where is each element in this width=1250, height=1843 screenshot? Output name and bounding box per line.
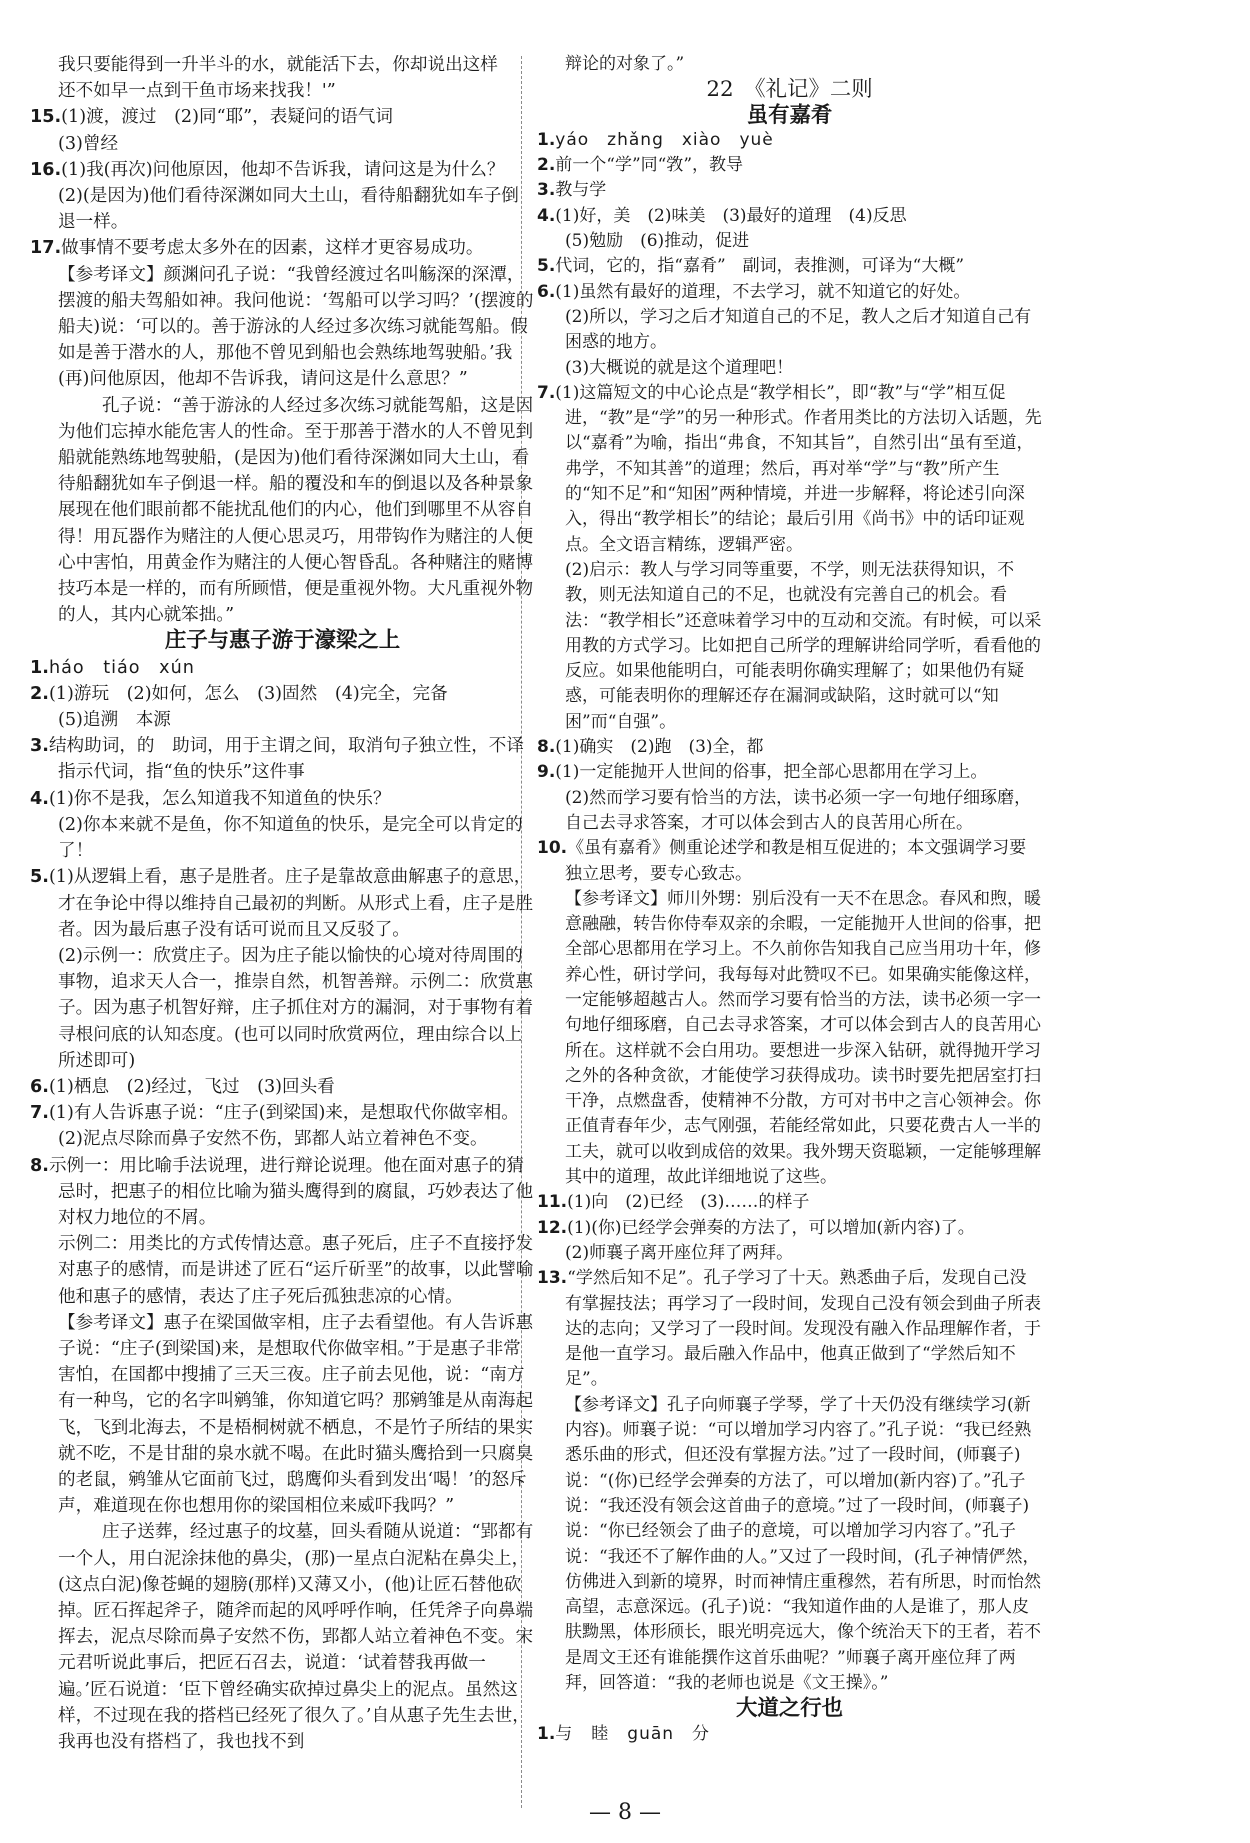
answer-text: háo tiáo xún	[48, 657, 195, 678]
answer-4-b: (5)勉励 (6)推动，促进	[565, 231, 750, 252]
answer-17	[30, 235, 535, 261]
answer-5	[537, 254, 1042, 279]
answer-text: (1)这篇短文的中心论点是“教学相长”，即“教”与“学”相互促进，“教”是“学”的另一种形式。作者用类比的方法切入话题，先以“嘉肴”为喻，指出“弗食，不知其旨”，自然引出“虽有至道，弗学，不知其善”的道理；然后，再对举“学”与“教”所产生的“知不足”和“知困”两种情境，并进一步解释，将论述引向深入，得出“教学相长”的结论；最后引用《尚书》中的话印证观点。全文语言精练，逻辑严密。	[555, 382, 1042, 555]
answer-2-b: (5)追溯 本源	[58, 710, 171, 731]
answer-number: 4.	[537, 205, 556, 226]
answer-8	[537, 735, 1042, 760]
answer-number: 3.	[30, 736, 49, 757]
answer-12	[537, 1216, 1042, 1241]
translation-paragraph: 孔子说：“善于游泳的人经过多次练习就能驾船，这是因为他们忘掉水能危害人的性命。至于那善于潜水的人不曾见到船就能熟练地驾驶船，(是因为)他们看待深渊如同大土山，看待船翻犹如车子倒退一样。船的覆没和车的倒退以及各种景象展现在他们眼前都不能扰乱他们的内心，他们到哪里不从容自得！用瓦器作为赌注的人便心思灵巧，用带钩作为赌注的人便心中害怕，用黄金作为赌注的人便心智昏乱。各种赌注的赌博技巧本是一样的，而有所顾惜，便是重视外物。大凡重视外物的人，其内心就笨拙。”	[58, 395, 534, 626]
translation: 【参考译文】惠子在梁国做宰相，庄子去看望他。有人告诉惠子说：“庄子(到梁国)来，是想取代你做宰相。”于是惠子非常害怕，在国都中搜捕了三天三夜。庄子前去见他，说：“南方有一种鸟，它的名字叫鹓雏，你知道它吗？那鹓雏是从南海起飞，飞到北海去，不是梧桐树就不栖息，不是竹子所结的果实就不吃，不是甘甜的泉水就不喝。在此时猫头鹰拾到一只腐臭的老鼠，鹓雏从它面前飞过，鸱鹰仰头看到发出‘喝！’的怒斥声，难道现在你也想用你的梁国相位来威吓我吗？”	[58, 1312, 534, 1517]
answer-number: 16.	[30, 159, 62, 180]
answer-text: (1)一定能抛开人世间的俗事，把全部心思都用在学习上。	[555, 762, 988, 783]
answer-number: 12.	[537, 1217, 568, 1238]
answer-number: 7.	[30, 1103, 49, 1124]
answer-1	[30, 655, 535, 681]
answer-number: 15.	[30, 107, 62, 128]
answer-text: (1)栖息 (2)经过，飞过 (3)回头看	[48, 1076, 335, 1097]
answer-6-c: (3)大概说的就是这个道理吧！	[565, 357, 794, 378]
answer-number: 3.	[537, 180, 556, 201]
translation: 【参考译文】师川外甥：别后没有一天不在思念。春风和煦，暖意融融，转告你侍奉双亲的余暇，一定能抛开人世间的俗事，把全部心思都用在学习上。不久前你告知我自己应当用功十年，修养心性，研讨学问，我每每对此赞叹不已。如果确实能像这样，一定能够超越古人。然而学习要有恰当的方法，读书必须一字一句地仔细琢磨，自己去寻求答案，才可以体会到古人的良苦用心所在。这样就不会白用功。要想进一步深入钻研，就得抛开学习之外的各种贪欲，才能使学习获得成功。读书时要先把居室打扫干净，点燃盘香，使精神不分散，方可对书中之言心领神会。你正值青春年少，志气刚强，若能经常如此，只要花费古人一半的工夫，就可以收到成倍的效果。我外甥天资聪颖，一定能够理解其中的道理，故此详细地说了这些。	[565, 888, 1041, 1188]
answer-text: yáo zhǎng xiào yuè	[555, 129, 774, 150]
answer-text: (1)从逻辑上看，惠子是胜者。庄子是靠故意曲解惠子的意思，才在争论中得以维持自己最初的判断。从形式上看，庄子是胜者。因为最后惠子没有话可说而且又反驳了。	[48, 867, 534, 940]
answer-text: (1)确实 (2)跑 (3)全，都	[555, 737, 764, 758]
answer-number: 2.	[537, 155, 556, 176]
answer-7-b: (2)启示：教人与学习同等重要，不学，则无法获得知识，不教，则无法知道自己的不足，也就没有完善自己的机会。看法：“教学相长”还意味着学习中的互动和交流。有时候，可以采用教的方式学习。比如把自己所学的理解讲给同学听，看看他的反应。如果他能明白，可能表明你确实理解了；如果他仍有疑惑，可能表明你的理解还存在漏洞或缺陷，这时就可以“知困”而“自强”。	[565, 559, 1042, 732]
text-line: 还不如早一点到干鱼市场来找我！'”	[58, 81, 336, 102]
answer-number: 7.	[537, 382, 556, 403]
lesson-title: 22 《礼记》二则	[706, 77, 873, 103]
answer-number: 8.	[30, 1155, 49, 1176]
answer-number: 1.	[537, 1723, 556, 1744]
translation: 【参考译文】颜渊问孔子说：“我曾经渡过名叫觞深的深潭，摆渡的船夫驾船如神。我问他说：‘驾船可以学习吗？’(摆渡的船夫)说：‘可以的。善于游泳的人经过多次练习就能驾船。假如是善于潜水的人，那他不曾见到船也会熟练地驾驶船。’我(再)问他原因，他却不告诉我，请问这是什么意思？”	[58, 264, 534, 390]
translation: 【参考译文】孔子向师襄子学琴，学了十天仍没有继续学习(新内容)。师襄子说：“可以增加学习内容了。”孔子说：“我已经熟悉乐曲的形式，但还没有掌握方法。”过了一段时间，(师襄子)说：“(你)已经学会弹奏的方法了，可以增加(新内容)了。”孔子说：“我还没有领会这首曲子的意境。”过了一段时间，(师襄子)说：“你已经领会了曲子的意境，可以增加学习内容了。”孔子说：“我还不了解作曲的人。”又过了一段时间，(孔子神情俨然，仿佛进入到新的境界，时而神情庄重穆然，若有所思，时而怡然高望，志意深远。(孔子)说：“我知道作曲的人是谁了，那人皮肤黝黑，体形颀长，眼光明亮远大，像个统治天下的王者，若不是周文王还有谁能撰作这首乐曲呢？”师襄子离开座位拜了两拜，回答道：“我的老师也说是《文王操》。”	[565, 1394, 1041, 1693]
answer-text: 做事情不要考虑太多外在的因素，这样才更容易成功。	[61, 238, 484, 259]
answer-text: 与 睦 guān 分	[555, 1723, 711, 1744]
answer-13	[537, 1266, 1042, 1392]
answer-number: 4.	[30, 788, 49, 809]
answer-text: 前一个“学”同“敩”，教导	[555, 155, 744, 176]
answer-number: 6.	[537, 281, 556, 302]
answer-5	[30, 864, 535, 943]
text-line: 辩论的对象了。”	[565, 54, 685, 74]
answer-text: 代词，它的，指“嘉肴” 副词，表推测，可译为“大概”	[555, 256, 965, 277]
answer-3	[30, 733, 542, 785]
answer-text: (1)你不是我，怎么知道我不知道鱼的快乐？	[48, 788, 391, 809]
answer-7-b: (2)泥点尽除而鼻子安然不伤，郢都人站立着神色不变。	[58, 1129, 488, 1150]
answer-6	[30, 1074, 535, 1100]
answer-3	[537, 178, 1042, 203]
answer-4-b: (2)你本来就不是鱼，你不知道鱼的快乐，是完全可以肯定的了！	[58, 814, 523, 862]
answer-1	[537, 1722, 1042, 1747]
answer-text: (1)有人告诉惠子说：“庄子(到梁国)来，是想取代你做宰相。	[48, 1103, 519, 1124]
answer-8	[30, 1153, 535, 1232]
answer-number: 5.	[537, 256, 556, 277]
text-line: 我只要能得到一升半斗的水，就能活下去，你却说出这样	[58, 55, 498, 75]
answer-text: 教与学	[555, 180, 607, 201]
answer-8-b: 示例二：用类比的方式传情达意。惠子死后，庄子不直接抒发对惠子的感情，而是讲述了匠石“运斤斫垩”的故事，以此譬喻他和惠子的感情，表达了庄子死后孤独悲凉的心情。	[58, 1234, 534, 1307]
answer-9-b: (2)然而学习要有恰当的方法，读书必须一字一句地仔细琢磨，自己去寻求答案，才可以体会到古人的良苦用心所在。	[565, 787, 1032, 833]
answer-text: (1)向 (2)已经 (3)……的样子	[567, 1192, 810, 1213]
section-title: 大道之行也	[736, 1696, 843, 1722]
answer-number: 11.	[537, 1192, 568, 1213]
answer-11	[537, 1190, 1042, 1215]
answer-number: 17.	[30, 238, 62, 259]
page-number: — 8 —	[589, 1800, 661, 1825]
answer-2	[537, 153, 1042, 178]
answer-10	[537, 836, 1042, 887]
answer-12-b: (2)师襄子离开座位拜了两拜。	[565, 1242, 794, 1263]
answer-number: 6.	[30, 1076, 49, 1097]
answer-number: 1.	[30, 657, 49, 678]
translation-paragraph: 庄子送葬，经过惠子的坟墓，回头看随从说道：“郢都有一个人，用白泥涂抹他的鼻尖，(那)一星点白泥粘在鼻尖上，(这点白泥)像苍蝇的翅膀(那样)又薄又小，(他)让匠石替他砍掉。匠石挥起斧子，随斧而起的风呼呼作响，任凭斧子向鼻端挥去，泥点尽除而鼻子安然不伤，郢都人站立着神色不变。宋元君听说此事后，把匠石召去，说道：‘试着替我再做一遍。’匠石说道：‘臣下曾经确实砍掉过鼻尖上的泥点。虽然这样，不过现在我的搭档已经死了很久了。’自从惠子先生去世，我再也没有搭档了，我也找不到	[58, 1522, 534, 1752]
answer-text: 《虽有嘉肴》侧重论述学和教是相互促进的；本文强调学习要独立思考，要专心致志。	[565, 838, 1027, 884]
answer-number: 9.	[537, 762, 556, 783]
answer-16	[30, 157, 535, 183]
answer-7	[537, 381, 1042, 558]
answer-text: “学然后知不足”。孔子学习了十天。熟悉曲子后，发现自己没有掌握技法；再学习了一段时间，发现自己没有领会到曲子所表达的志向；又学习了一段时间。发现没有融入作品理解作者，于是他一直学习。最后融入作品中，他真正做到了“学然后知不足”。	[565, 1268, 1041, 1390]
answer-text: (1)渡，渡过 (2)同“耶”，表疑问的语气词	[61, 107, 393, 128]
answer-4	[30, 786, 535, 812]
answer-text: 结构助词，的 助词，用于主谓之间，取消句子独立性，不译 指示代词，指“鱼的快乐”这件事	[48, 736, 542, 783]
answer-text: (1)游玩 (2)如何，怎么 (3)固然 (4)完全，完备	[48, 683, 448, 704]
answer-text: 示例一：用比喻手法说理，进行辩论说理。他在面对惠子的猜忌时，把惠子的相位比喻为猫头鹰得到的腐鼠，巧妙表达了他对权力地位的不屑。	[48, 1155, 534, 1228]
answer-7	[30, 1100, 535, 1126]
right-column	[537, 52, 1042, 1747]
answer-number: 8.	[537, 737, 556, 758]
answer-2	[30, 681, 535, 707]
answer-number: 5.	[30, 867, 49, 888]
answer-15	[30, 104, 535, 130]
answer-number: 10.	[537, 838, 568, 859]
answer-4	[537, 204, 1042, 229]
answer-text: (1)(你)已经学会弹奏的方法了，可以增加(新内容)了。	[567, 1217, 975, 1238]
section-title: 庄子与惠子游于濠梁之上	[164, 628, 401, 654]
answer-number: 2.	[30, 683, 49, 704]
answer-16-b: (2)(是因为)他们看待深渊如同大土山，看待船翻犹如车子倒退一样。	[58, 186, 519, 233]
answer-1	[537, 128, 1042, 153]
answer-15-b: (3)曾经	[58, 133, 119, 154]
answer-text: (1)我(再次)问他原因，他却不告诉我，请问这是为什么？	[61, 159, 505, 180]
answer-5-b: (2)示例一：欣赏庄子。因为庄子能以愉快的心境对待周围的事物，追求天人合一，推崇自然，机智善辩。示例二：欣赏惠子。因为惠子机智好辩，庄子抓住对方的漏洞，对于事物有着寻根问底的认知态度。(也可以同时欣赏两位，理由综合以上所述即可)	[58, 945, 534, 1071]
answer-number: 13.	[537, 1268, 568, 1289]
answer-9	[537, 760, 1042, 785]
answer-6	[537, 280, 1042, 305]
section-title: 虽有嘉肴	[746, 102, 833, 128]
answer-text: (1)虽然有最好的道理，不去学习，就不知道它的好处。	[555, 281, 971, 302]
left-column	[30, 52, 542, 1755]
answer-text: (1)好，美 (2)味美 (3)最好的道理 (4)反思	[555, 205, 907, 226]
answer-6-b: (2)所以，学习之后才知道自己的不足，教人之后才知道自己有困惑的地方。	[565, 306, 1032, 353]
answer-number: 1.	[537, 129, 556, 150]
